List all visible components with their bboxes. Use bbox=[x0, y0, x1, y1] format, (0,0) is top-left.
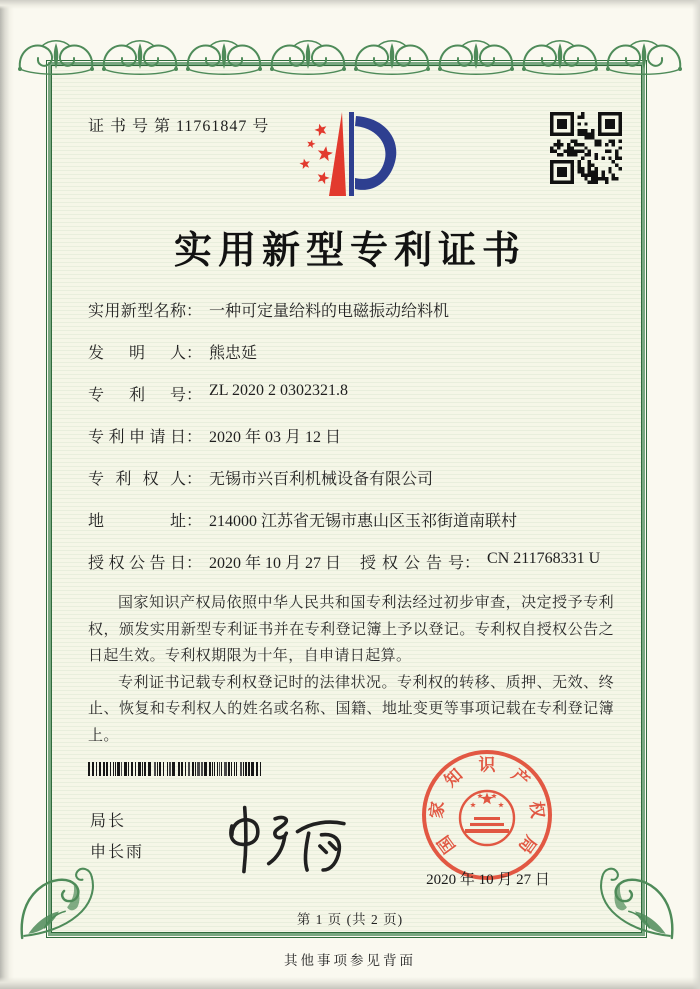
field-value: 2020 年 10 月 27 日 bbox=[209, 555, 342, 572]
cnipa-logo-icon bbox=[283, 104, 423, 206]
logo-wedge bbox=[329, 112, 346, 196]
field-colon: ： bbox=[186, 471, 203, 488]
signer-title: 局长 bbox=[90, 813, 127, 830]
signer-name: 申长雨 bbox=[90, 844, 145, 861]
svg-text:权: 权 bbox=[526, 800, 548, 820]
field-label: 发明人 bbox=[88, 345, 186, 362]
field-label: 地址 bbox=[88, 513, 186, 530]
seal-date: 2020 年 10 月 27 日 bbox=[426, 872, 550, 888]
register-paragraph: 专利证书记载专利权登记时的法律状况。专利权的转移、质押、无效、终止、恢复和专利权人的姓名或名称、国籍、地址变更等事项记载在专利登记簿上。 bbox=[88, 674, 614, 744]
official-seal bbox=[420, 748, 554, 882]
field-colon: ： bbox=[186, 345, 203, 362]
signature-icon bbox=[203, 798, 368, 878]
grant-number-pair bbox=[360, 550, 600, 573]
field-row-patent-number bbox=[88, 382, 628, 405]
field-label: 实用新型名称 bbox=[88, 303, 186, 320]
svg-text:知: 知 bbox=[440, 765, 467, 791]
field-colon: ： bbox=[186, 303, 203, 320]
barcode bbox=[88, 762, 263, 776]
field-label: 专利权人 bbox=[88, 471, 186, 488]
scan-edge-top bbox=[0, 0, 700, 9]
svg-text:家: 家 bbox=[426, 800, 448, 820]
scan-edge-left bbox=[0, 0, 14, 989]
qr-code bbox=[550, 112, 622, 184]
field-colon: ： bbox=[186, 387, 203, 404]
national-emblem-icon bbox=[460, 791, 514, 845]
field-row-name bbox=[88, 298, 628, 321]
scan-edge-right bbox=[692, 0, 700, 989]
logo-stars-icon bbox=[300, 124, 333, 184]
svg-text:产: 产 bbox=[507, 765, 534, 791]
field-colon: ： bbox=[186, 513, 203, 530]
page-number: 第 1 页 (共 2 页) bbox=[296, 912, 404, 927]
field-label: 专利申请日 bbox=[88, 429, 186, 446]
field-value: 2020 年 03 月 12 日 bbox=[209, 429, 342, 446]
field-value: 无锡市兴百利机械设备有限公司 bbox=[209, 471, 434, 488]
top-ornament-band bbox=[14, 31, 686, 81]
field-label: 授权公告号 bbox=[360, 555, 464, 572]
field-row-inventor bbox=[88, 340, 628, 363]
scan-edge-bottom bbox=[0, 977, 700, 989]
field-colon: ： bbox=[186, 429, 203, 446]
field-value: 一种可定量给料的电磁振动给料机 bbox=[209, 303, 450, 320]
certificate-number: 证 书 号 第 11761847 号 bbox=[88, 118, 270, 135]
field-value: 熊忠延 bbox=[209, 345, 258, 362]
field-row-address bbox=[88, 508, 628, 531]
field-colon: ： bbox=[464, 555, 481, 572]
logo-bar bbox=[349, 112, 354, 196]
svg-text:局: 局 bbox=[514, 831, 541, 857]
svg-text:国: 国 bbox=[433, 831, 460, 857]
field-row-filing-date bbox=[88, 424, 628, 447]
field-value: 214000 江苏省无锡市惠山区玉祁街道南联村 bbox=[209, 513, 518, 530]
field-value: CN 211768331 U bbox=[487, 550, 601, 567]
field-colon: ： bbox=[186, 555, 203, 572]
back-note: 其他事项参见背面 bbox=[284, 953, 416, 968]
grant-paragraph: 国家知识产权局依照中华人民共和国专利法经过初步审查，决定授予专利权，颁发实用新型专利证书并在专利登记簿上予以登记。专利权自授权公告之日起生效。专利权期限为十年，自申请日起算。 bbox=[88, 595, 614, 664]
field-label: 专利号 bbox=[88, 387, 186, 404]
field-row-grant bbox=[88, 550, 628, 573]
field-value: ZL 2020 2 0302321.8 bbox=[209, 382, 348, 399]
field-label: 授权公告日 bbox=[88, 555, 186, 572]
certificate-title: 实用新型专利证书 bbox=[173, 230, 526, 272]
legal-text-block bbox=[88, 590, 614, 749]
field-row-patentee bbox=[88, 466, 628, 489]
logo-p-bowl bbox=[355, 116, 396, 190]
svg-text:识: 识 bbox=[478, 755, 496, 775]
